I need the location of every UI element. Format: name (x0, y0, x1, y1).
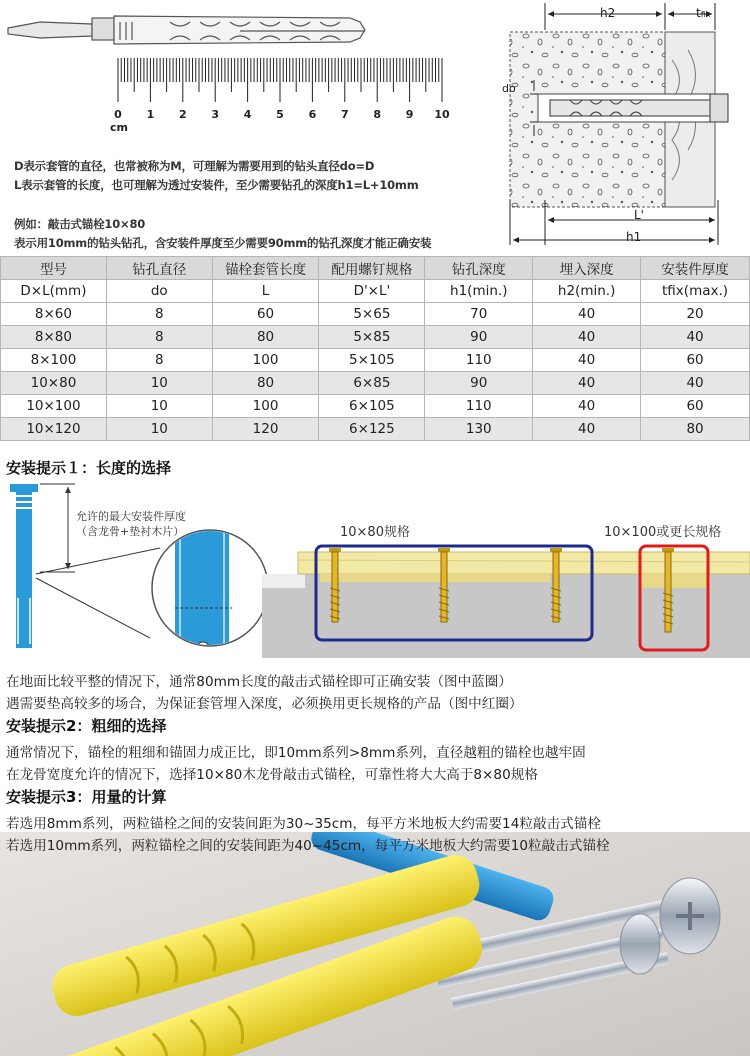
table-cell: 110 (425, 349, 533, 372)
product-photo (0, 832, 750, 1056)
table-cell: 配用螺钉规格 (319, 257, 425, 280)
ruler-number: 0 (114, 108, 122, 121)
table-cell: tfix(max.) (641, 280, 750, 303)
table-cell: 80 (212, 372, 319, 395)
description-line-1: D表示套管的直径，也常被称为M，可理解为需要用到的钻头直径do=D (14, 159, 375, 173)
table-cell: 20 (641, 303, 750, 326)
table-cell: 60 (212, 303, 319, 326)
example-line-2: 表示用10mm的钻头钻孔，含安装件厚度至少需要90mm的钻孔深度才能正确安装 (14, 236, 432, 250)
dim-label-do: do (502, 82, 516, 95)
table-cell: 钻孔深度 (425, 257, 533, 280)
table-cell: 10 (106, 372, 212, 395)
table-cell: 80 (212, 326, 319, 349)
tip2-title: 安装提示2：粗细的选择 (6, 717, 167, 735)
table-header-row (1, 257, 750, 280)
anchor-ruler-illustration (0, 0, 470, 130)
tip2-text-1: 通常情况下，锚栓的粗细和锚固力成正比，即10mm系列>8mm系列，直径越粗的锚栓也越牢固 (6, 745, 586, 761)
table-cell: 40 (533, 395, 641, 418)
table-cell: D×L(mm) (1, 280, 107, 303)
tip1-text-2: 遇需要垫高较多的场合，为保证套管埋入深度，必须换用更长规格的产品（图中红圈） (6, 696, 523, 712)
tfix-sub: fix (700, 10, 711, 19)
table-cell: 40 (641, 326, 750, 349)
table-cell: 5×105 (319, 349, 425, 372)
dim-label-h1: h1 (626, 230, 642, 244)
tip2-text-2: 在龙骨宽度允许的情况下，选择10×80木龙骨敲击式锚栓，可靠性将大大高于8×80规格 (6, 767, 538, 783)
table-cell: 100 (212, 349, 319, 372)
table-cell: 130 (425, 418, 533, 441)
tip1-title: 安装提示１：长度的选择 (6, 459, 172, 477)
table-row (1, 372, 750, 395)
table-cell: 40 (533, 326, 641, 349)
ruler-number: 8 (373, 108, 382, 121)
table-row (1, 349, 750, 372)
ruler (118, 58, 442, 102)
table-cell: 60 (641, 395, 750, 418)
table-cell: 8×100 (1, 349, 107, 372)
ruler-number: 6 (308, 108, 317, 121)
table-cell: 90 (425, 326, 533, 349)
table-cell: 90 (425, 372, 533, 395)
table-cell: 钻孔直径 (106, 257, 212, 280)
label-red-spec: 10×100或更长规格 (604, 525, 722, 540)
table-cell: 40 (533, 418, 641, 441)
table-cell: 6×125 (319, 418, 425, 441)
table-cell: 80 (641, 418, 750, 441)
tip1-illustration (0, 478, 750, 663)
table-cell: 120 (212, 418, 319, 441)
table-row (1, 395, 750, 418)
table-row (1, 418, 750, 441)
table-cell: 100 (212, 395, 319, 418)
description-line-2: L表示套管的长度，也可理解为透过安装件，至少需要钻孔的深度h1=L+10mm (14, 178, 419, 192)
table-cell: 5×85 (319, 326, 425, 349)
table-cell: do (106, 280, 212, 303)
ruler-number: 4 (243, 108, 252, 121)
table-cell: 10×80 (1, 372, 107, 395)
dim-label-h2: h2 (600, 6, 616, 20)
tip3-text-1: 若选用8mm系列，两粒锚栓之间的安装间距为30~35cm，每平方米地板大约需要14粒敲击式锚栓 (6, 816, 601, 832)
table-cell: 5×65 (319, 303, 425, 326)
table-cell: 60 (641, 349, 750, 372)
dim-label-l-prime: L' (634, 208, 644, 222)
ruler-number: 10 (434, 108, 450, 121)
table-cell: 10×100 (1, 395, 107, 418)
table-cell: 40 (641, 372, 750, 395)
tip3-text-2: 若选用10mm系列，两粒锚栓之间的安装间距为40~45cm，每平方米地板大约需要10粒敲击式锚栓 (6, 838, 610, 854)
callout-line-1: 允许的最大安装件厚度 (76, 510, 186, 523)
table-cell: 锚栓套管长度 (212, 257, 319, 280)
ruler-number: 2 (178, 108, 187, 121)
tip1-text-1: 在地面比较平整的情况下，通常80mm长度的敲击式锚栓即可正确安装（图中蓝圈） (6, 674, 512, 690)
ruler-number: 5 (276, 108, 284, 121)
table-cell: D'×L' (319, 280, 425, 303)
table-cell: 6×105 (319, 395, 425, 418)
ruler-number: 3 (211, 108, 220, 121)
table-cell: h2(min.) (533, 280, 641, 303)
ruler-number: 7 (340, 108, 349, 121)
table-row (1, 303, 750, 326)
table-cell: 10×120 (1, 418, 107, 441)
example-line-1: 例如：敲击式锚栓10×80 (14, 217, 146, 231)
table-cell: 10 (106, 395, 212, 418)
table-cell: 70 (425, 303, 533, 326)
table-cell: h1(min.) (425, 280, 533, 303)
installation-cross-section-diagram (490, 0, 750, 256)
blue-anchor-drawing (10, 484, 38, 648)
table-unit-row (1, 280, 750, 303)
ruler-unit: cm (110, 121, 128, 134)
ruler-number: 9 (405, 108, 414, 121)
table-cell: 8×60 (1, 303, 107, 326)
table-cell: 8 (106, 326, 212, 349)
table-cell: 10 (106, 418, 212, 441)
table-row (1, 326, 750, 349)
table-cell: 110 (425, 395, 533, 418)
dim-label-tfix (696, 6, 711, 20)
table-cell: 8×80 (1, 326, 107, 349)
table-cell: 8 (106, 349, 212, 372)
callout-line-2: （含龙骨+垫衬木片） (76, 525, 185, 538)
table-cell: 40 (533, 372, 641, 395)
table-cell: 安装件厚度 (641, 257, 750, 280)
table-cell: L (212, 280, 319, 303)
table-cell: 40 (533, 349, 641, 372)
ruler-number: 1 (146, 108, 155, 121)
table-cell: 埋入深度 (533, 257, 641, 280)
tfix-main: t (696, 6, 701, 20)
anchor-drawing (8, 16, 365, 44)
table-cell: 6×85 (319, 372, 425, 395)
table-cell: 8 (106, 303, 212, 326)
label-blue-spec: 10×80规格 (340, 525, 410, 540)
spec-table (0, 256, 750, 441)
tip3-title: 安装提示3：用量的计算 (6, 788, 167, 806)
table-cell: 40 (533, 303, 641, 326)
table-cell: 型号 (1, 257, 107, 280)
